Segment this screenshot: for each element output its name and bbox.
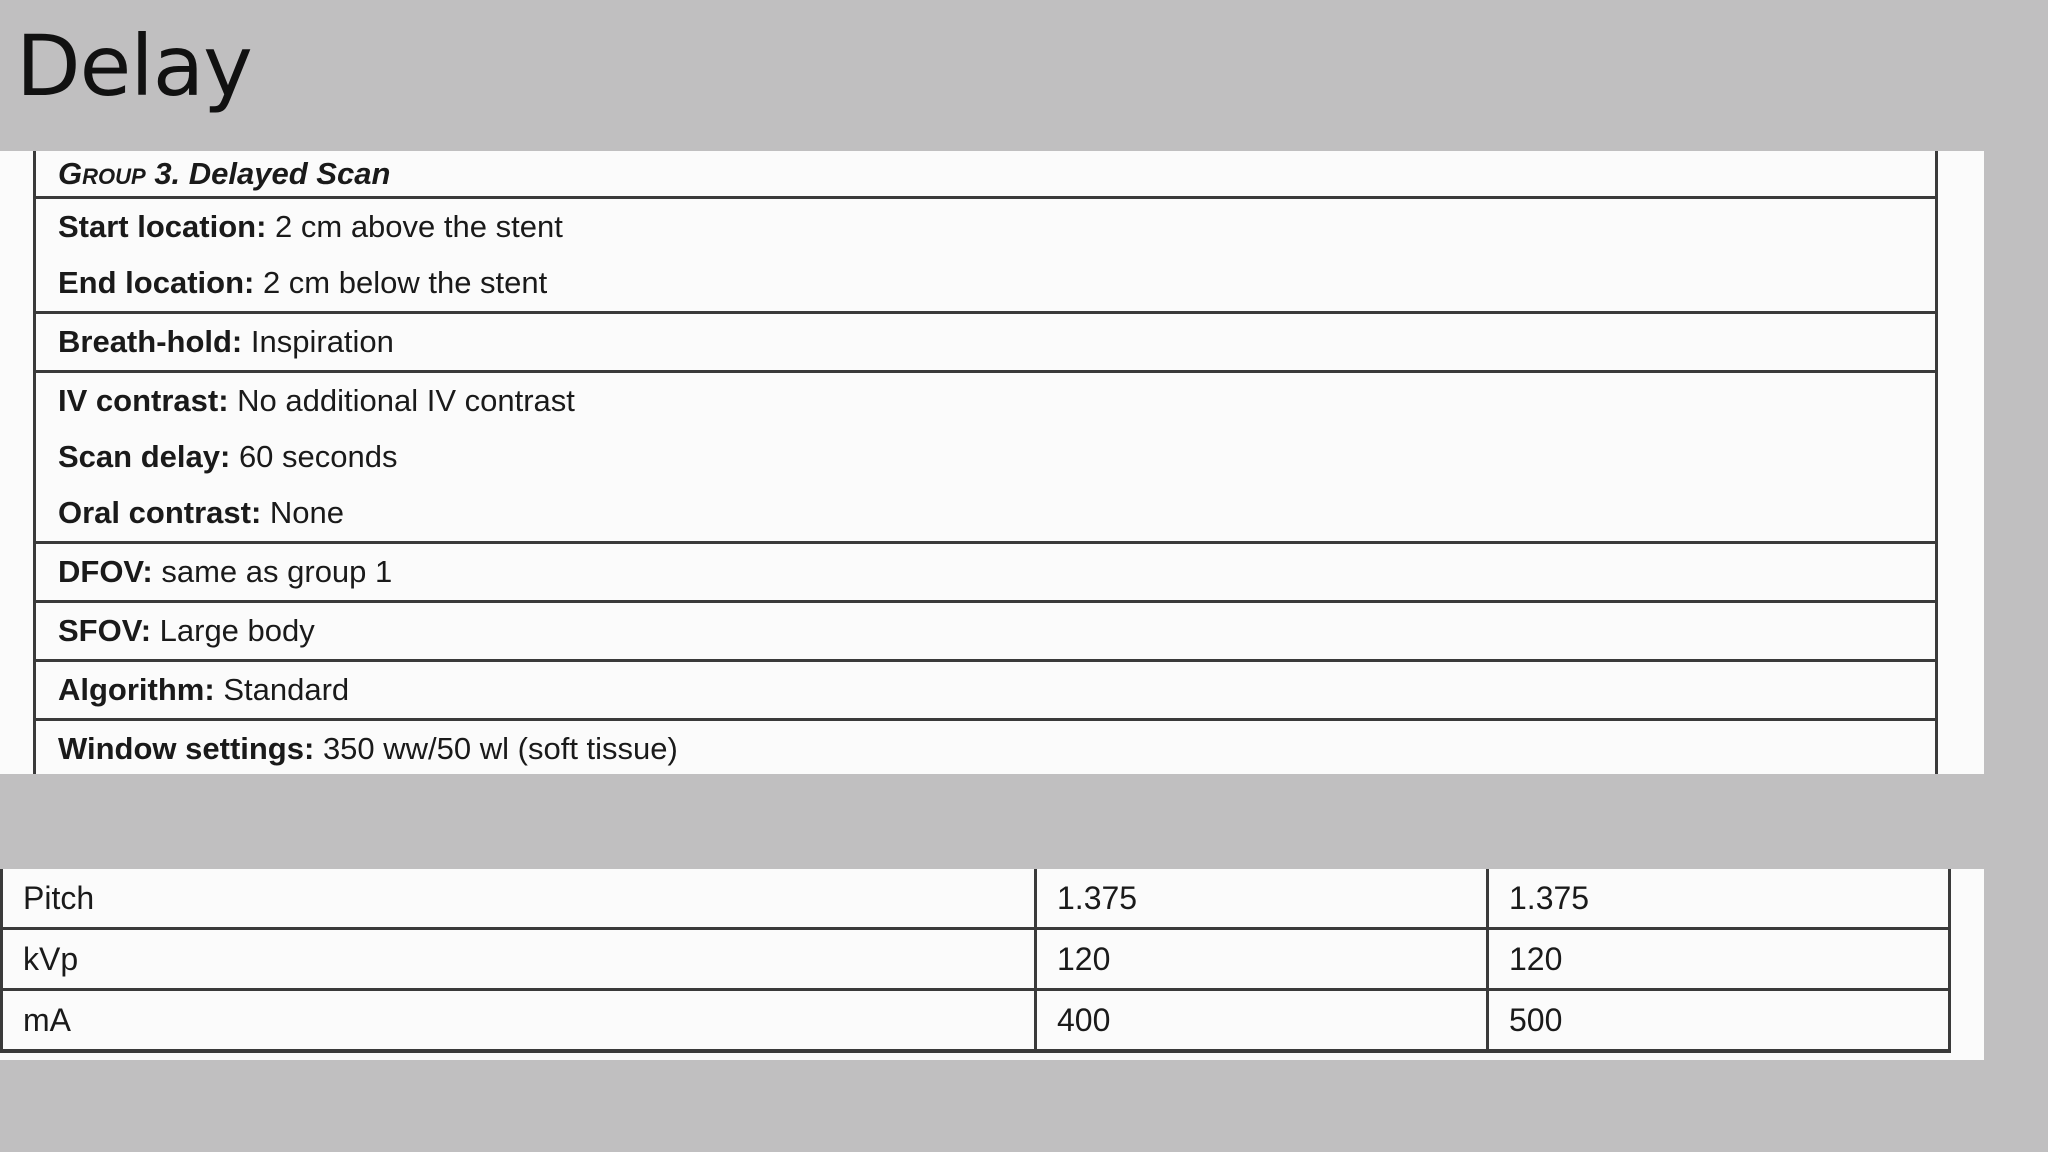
parameter-value: 400 <box>1036 990 1488 1052</box>
protocol-field <box>58 199 1935 255</box>
parameter-value: 120 <box>1036 929 1488 990</box>
field-label: Start location: <box>58 209 267 244</box>
protocol-row <box>36 659 1935 718</box>
table-row <box>2 929 1950 990</box>
protocol-row <box>36 600 1935 659</box>
field-label: DFOV: <box>58 554 153 589</box>
protocol-field <box>58 314 1935 370</box>
field-label: Algorithm: <box>58 672 215 707</box>
protocol-field <box>58 429 1935 485</box>
field-value: same as group 1 <box>161 554 393 589</box>
protocol-field <box>58 485 1935 541</box>
field-label: SFOV: <box>58 613 152 648</box>
group-title <box>58 151 1935 196</box>
parameter-name: Pitch <box>2 869 1036 929</box>
protocol-field <box>58 603 1935 659</box>
protocol-field <box>58 544 1935 600</box>
field-value: 2 cm above the stent <box>275 209 563 244</box>
field-label: Scan delay: <box>58 439 231 474</box>
field-value: Inspiration <box>250 324 394 359</box>
protocol-field <box>58 255 1935 311</box>
parameter-value: 1.375 <box>1036 869 1488 929</box>
protocol-row <box>36 311 1935 370</box>
field-value: No additional IV contrast <box>237 383 575 418</box>
group-prefix: Group <box>58 156 146 191</box>
group-title-text: 3. Delayed Scan <box>154 156 391 191</box>
table-row <box>2 869 1950 929</box>
parameter-name: mA <box>2 990 1036 1052</box>
protocol-row <box>36 370 1935 541</box>
protocol-field <box>58 373 1935 429</box>
protocol-group-header <box>36 151 1935 196</box>
protocol-row <box>36 541 1935 600</box>
slide-title: Delay <box>16 17 252 115</box>
field-label: Window settings: <box>58 731 315 766</box>
parameter-value: 500 <box>1488 990 1950 1052</box>
field-label: Oral contrast: <box>58 495 262 530</box>
field-value: 60 seconds <box>238 439 398 474</box>
field-value: 350 ww/50 wl (soft tissue) <box>322 731 678 766</box>
parameter-table <box>0 869 1951 1053</box>
protocol-row <box>36 718 1935 774</box>
protocol-image-panel <box>0 151 1984 774</box>
field-label: End location: <box>58 265 255 300</box>
parameter-value: 1.375 <box>1488 869 1950 929</box>
protocol-field <box>58 662 1935 718</box>
field-label: Breath-hold: <box>58 324 243 359</box>
field-value: Standard <box>223 672 350 707</box>
field-label: IV contrast: <box>58 383 229 418</box>
field-value: Large body <box>159 613 315 648</box>
protocol-field <box>58 721 1935 774</box>
parameter-image-panel <box>0 869 1984 1060</box>
protocol-table <box>33 151 1938 774</box>
parameter-name: kVp <box>2 929 1036 990</box>
protocol-row <box>36 196 1935 311</box>
parameter-value: 120 <box>1488 929 1950 990</box>
table-row <box>2 990 1950 1052</box>
field-value: None <box>269 495 345 530</box>
field-value: 2 cm below the stent <box>262 265 548 300</box>
